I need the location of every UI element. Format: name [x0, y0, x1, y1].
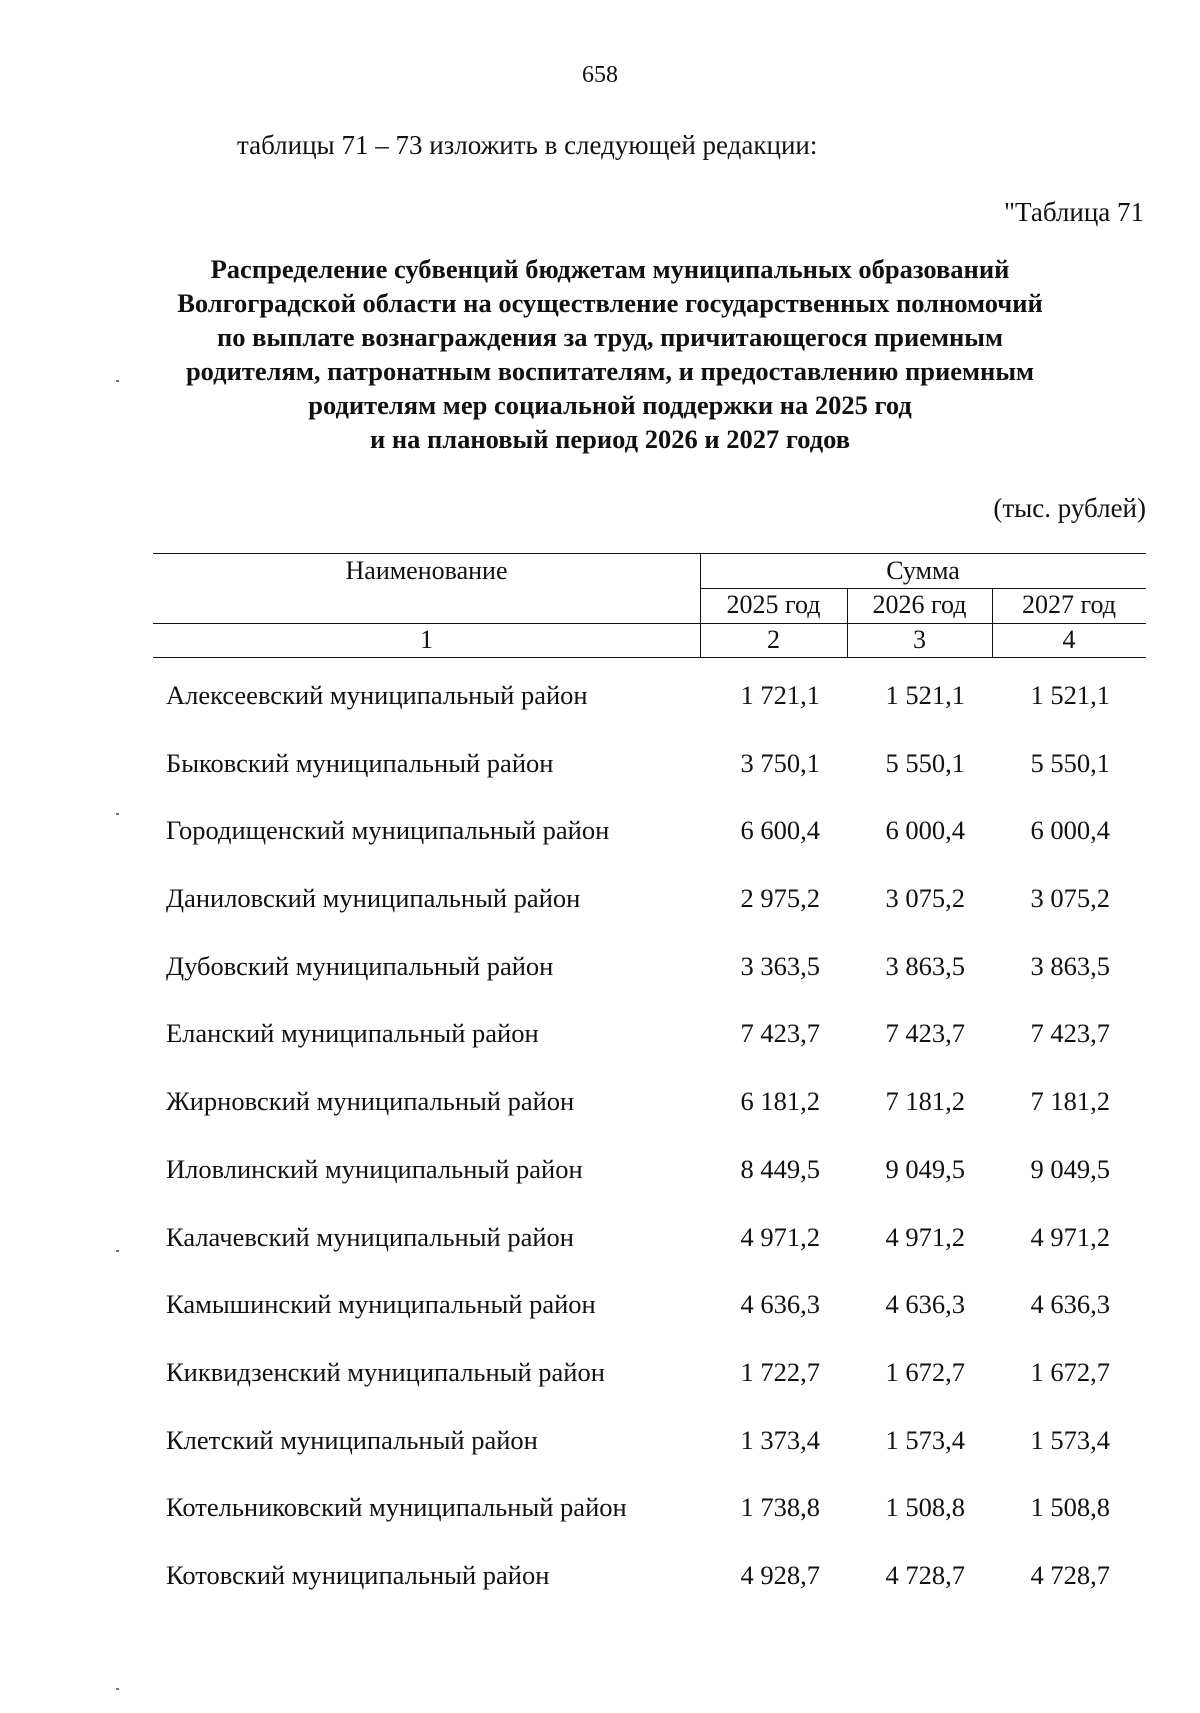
title-line: родителям мер социальной поддержки на 2025 год — [308, 390, 912, 420]
table-row — [0, 1492, 1200, 1560]
row-name: Алексеевский муниципальный район — [166, 680, 588, 710]
row-value-2027: 4 728,7 — [1030, 1559, 1110, 1590]
row-value-2025: 4 928,7 — [740, 1559, 820, 1590]
header-top-rule — [153, 553, 1146, 554]
column-number: 1 — [420, 625, 433, 654]
row-value-2025: 1 738,8 — [740, 1492, 820, 1523]
document-title — [150, 252, 1070, 456]
row-value-2025: 4 971,2 — [740, 1221, 820, 1252]
row-name: Котельниковский муниципальный район — [166, 1492, 627, 1523]
row-value-2027: 3 075,2 — [1030, 883, 1110, 914]
page-number: 658 — [582, 62, 618, 88]
table-row — [0, 1357, 1200, 1425]
row-value-2026: 6 000,4 — [885, 815, 965, 846]
row-value-2025: 1 721,1 — [740, 680, 820, 710]
intro-text: таблицы 71 – 73 изложить в следующей редакции: — [237, 130, 818, 160]
header-sum-rule — [700, 588, 1146, 589]
table-row — [0, 1086, 1200, 1154]
row-value-2027: 1 573,4 — [1030, 1424, 1110, 1455]
row-value-2026: 4 971,2 — [885, 1221, 965, 1252]
header-year-2025: 2025 год — [726, 590, 821, 619]
row-value-2025: 6 600,4 — [740, 815, 820, 846]
row-value-2025: 6 181,2 — [740, 1086, 820, 1117]
row-value-2025: 3 363,5 — [740, 950, 820, 981]
row-value-2026: 4 636,3 — [885, 1289, 965, 1320]
row-name: Городищенский муниципальный район — [166, 815, 610, 846]
row-value-2025: 7 423,7 — [740, 1018, 820, 1049]
header-year-2026: 2026 год — [872, 590, 967, 619]
row-name: Даниловский муниципальный район — [166, 883, 581, 914]
row-name: Быковский муниципальный район — [166, 747, 554, 778]
row-value-2026: 3 863,5 — [885, 950, 965, 981]
row-value-2027: 4 636,3 — [1030, 1289, 1110, 1320]
table-body — [0, 680, 1200, 1628]
row-value-2026: 7 181,2 — [885, 1086, 965, 1117]
title-line: родителям, патронатным воспитателям, и предоставлению приемным — [185, 356, 1035, 386]
row-value-2027: 3 863,5 — [1030, 950, 1110, 981]
scan-mark — [116, 1250, 119, 1252]
table-row — [0, 1289, 1200, 1357]
row-value-2026: 1 508,8 — [885, 1492, 965, 1523]
column-number: 4 — [1062, 625, 1076, 654]
table-row — [0, 1425, 1200, 1493]
table-row — [0, 1018, 1200, 1086]
row-name: Калачевский муниципальный район — [166, 1221, 574, 1252]
row-value-2027: 4 971,2 — [1030, 1221, 1110, 1252]
header-year-2027: 2027 год — [1022, 590, 1116, 619]
table-reference: "Таблица 71 — [1004, 197, 1144, 227]
row-value-2027: 1 521,1 — [1030, 680, 1110, 710]
row-value-2027: 1 672,7 — [1030, 1356, 1110, 1387]
column-number: 2 — [767, 625, 780, 654]
row-name: Жирновский муниципальный район — [166, 1086, 575, 1117]
row-name: Котовский муниципальный район — [166, 1559, 550, 1590]
row-value-2025: 1 373,4 — [740, 1424, 820, 1455]
table-row — [0, 1560, 1200, 1628]
title-line: Распределение субвенций бюджетам муниципальных образований — [210, 254, 1010, 284]
table-row — [0, 1222, 1200, 1290]
table-row — [0, 951, 1200, 1019]
row-value-2026: 1 573,4 — [885, 1424, 965, 1455]
row-value-2026: 1 521,1 — [885, 680, 965, 710]
row-name: Камышинский муниципальный район — [166, 1289, 596, 1320]
units-note: (тыс. рублей) — [993, 493, 1146, 523]
row-value-2026: 5 550,1 — [885, 747, 965, 778]
scan-mark — [116, 380, 119, 382]
row-name: Еланский муниципальный район — [166, 1018, 539, 1049]
row-value-2027: 9 049,5 — [1030, 1153, 1110, 1184]
row-value-2026: 4 728,7 — [885, 1559, 965, 1590]
row-value-2027: 1 508,8 — [1030, 1492, 1110, 1523]
table-row — [0, 815, 1200, 883]
title-line: по выплате вознаграждения за труд, причитающегося приемным — [216, 322, 1004, 352]
header-bottom-rule — [153, 657, 1146, 658]
row-name: Иловлинский муниципальный район — [166, 1153, 583, 1184]
table-row — [0, 1154, 1200, 1222]
row-value-2026: 3 075,2 — [885, 883, 965, 914]
row-value-2026: 7 423,7 — [885, 1018, 965, 1049]
row-name: Клетский муниципальный район — [166, 1424, 538, 1455]
header-sum: Сумма — [886, 556, 960, 585]
table-row — [0, 680, 1200, 748]
row-value-2027: 7 423,7 — [1030, 1018, 1110, 1049]
row-value-2025: 4 636,3 — [740, 1289, 820, 1320]
scan-mark — [116, 813, 119, 815]
title-line: и на плановый период 2026 и 2027 годов — [369, 424, 851, 454]
row-name: Дубовский муниципальный район — [166, 950, 554, 981]
row-value-2026: 9 049,5 — [885, 1153, 965, 1184]
table-row — [0, 883, 1200, 951]
row-value-2025: 1 722,7 — [740, 1356, 820, 1387]
table-row — [0, 748, 1200, 816]
title-line: Волгоградской области на осуществление государственных полномочий — [177, 288, 1043, 318]
header-name: Наименование — [345, 556, 508, 585]
header-years-rule — [153, 623, 1146, 624]
row-name: Киквидзенский муниципальный район — [166, 1356, 605, 1387]
row-value-2027: 5 550,1 — [1030, 747, 1110, 778]
row-value-2025: 3 750,1 — [740, 747, 820, 778]
row-value-2025: 8 449,5 — [740, 1153, 820, 1184]
scan-mark — [116, 1688, 119, 1690]
row-value-2026: 1 672,7 — [885, 1356, 965, 1387]
row-value-2025: 2 975,2 — [740, 883, 820, 914]
row-value-2027: 7 181,2 — [1030, 1086, 1110, 1117]
row-value-2027: 6 000,4 — [1030, 815, 1110, 846]
column-number: 3 — [913, 625, 926, 654]
